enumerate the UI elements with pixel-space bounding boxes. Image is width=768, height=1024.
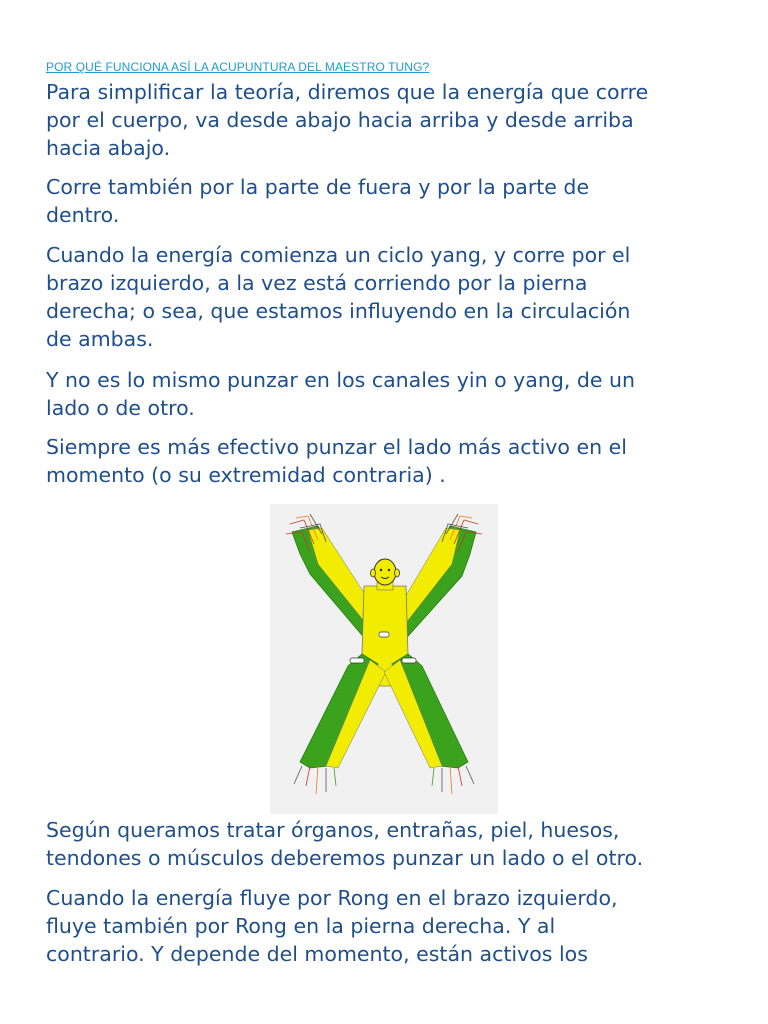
paragraph-line: Según queramos tratar órganos, entrañas, piel, huesos, [46, 818, 620, 842]
meridian-illustration [270, 504, 498, 814]
paragraph-line: tendones o músculos deberemos punzar un lado o el otro. [46, 846, 644, 870]
meridian-lines-bottom-left [294, 766, 336, 794]
hip-marker-left [350, 658, 364, 663]
paragraph-line: hacia abajo. [46, 136, 171, 160]
paragraph-4 [46, 366, 746, 422]
paragraph-line: dentro. [46, 203, 120, 227]
paragraph-2 [46, 173, 746, 229]
paragraph-line: Cuando la energía fluye por Rong en el brazo izquierdo, [46, 886, 618, 910]
paragraph-6 [46, 816, 746, 872]
chest-marker [379, 632, 389, 637]
paragraph-3 [46, 241, 746, 353]
paragraph-line: fluye también por Rong en la pierna derecha. Y al [46, 914, 556, 938]
eye-right [388, 569, 390, 571]
paragraph-line: Cuando la energía comienza un ciclo yang, y corre por el [46, 243, 631, 267]
paragraph-1 [46, 78, 746, 162]
eye-left [380, 569, 382, 571]
paragraph-line: derecha; o sea, que estamos influyendo en la circulación [46, 299, 631, 323]
paragraph-line: Siempre es más efectivo punzar el lado más activo en el [46, 435, 627, 459]
paragraph-line: Y no es lo mismo punzar en los canales yin o yang, de un [46, 368, 635, 392]
ear-right [395, 569, 400, 577]
paragraph-5 [46, 433, 746, 489]
paragraph-line: momento (o su extremidad contraria) . [46, 463, 446, 487]
paragraph-line: por el cuerpo, va desde abajo hacia arriba y desde arriba [46, 108, 634, 132]
paragraph-line: de ambas. [46, 327, 154, 351]
meridian-body-figure [270, 504, 498, 814]
head-outline [374, 559, 396, 585]
paragraph-line: contrario. Y depende del momento, están activos los [46, 942, 588, 966]
paragraph-line: Para simplificar la teoría, diremos que la energía que corre [46, 80, 649, 104]
paragraph-7 [46, 884, 746, 968]
meridian-lines-bottom-right [432, 766, 474, 794]
paragraph-line: brazo izquierdo, a la vez está corriendo por la pierna [46, 271, 588, 295]
paragraph-line: Corre también por la parte de fuera y por la parte de [46, 175, 590, 199]
paragraph-line: lado o de otro. [46, 396, 195, 420]
ear-left [371, 569, 376, 577]
hip-marker-right [402, 658, 416, 663]
heading-link[interactable]: POR QUÉ FUNCIONA ASÍ LA ACUPUNTURA DEL MAESTRO TUNG? [46, 60, 430, 74]
